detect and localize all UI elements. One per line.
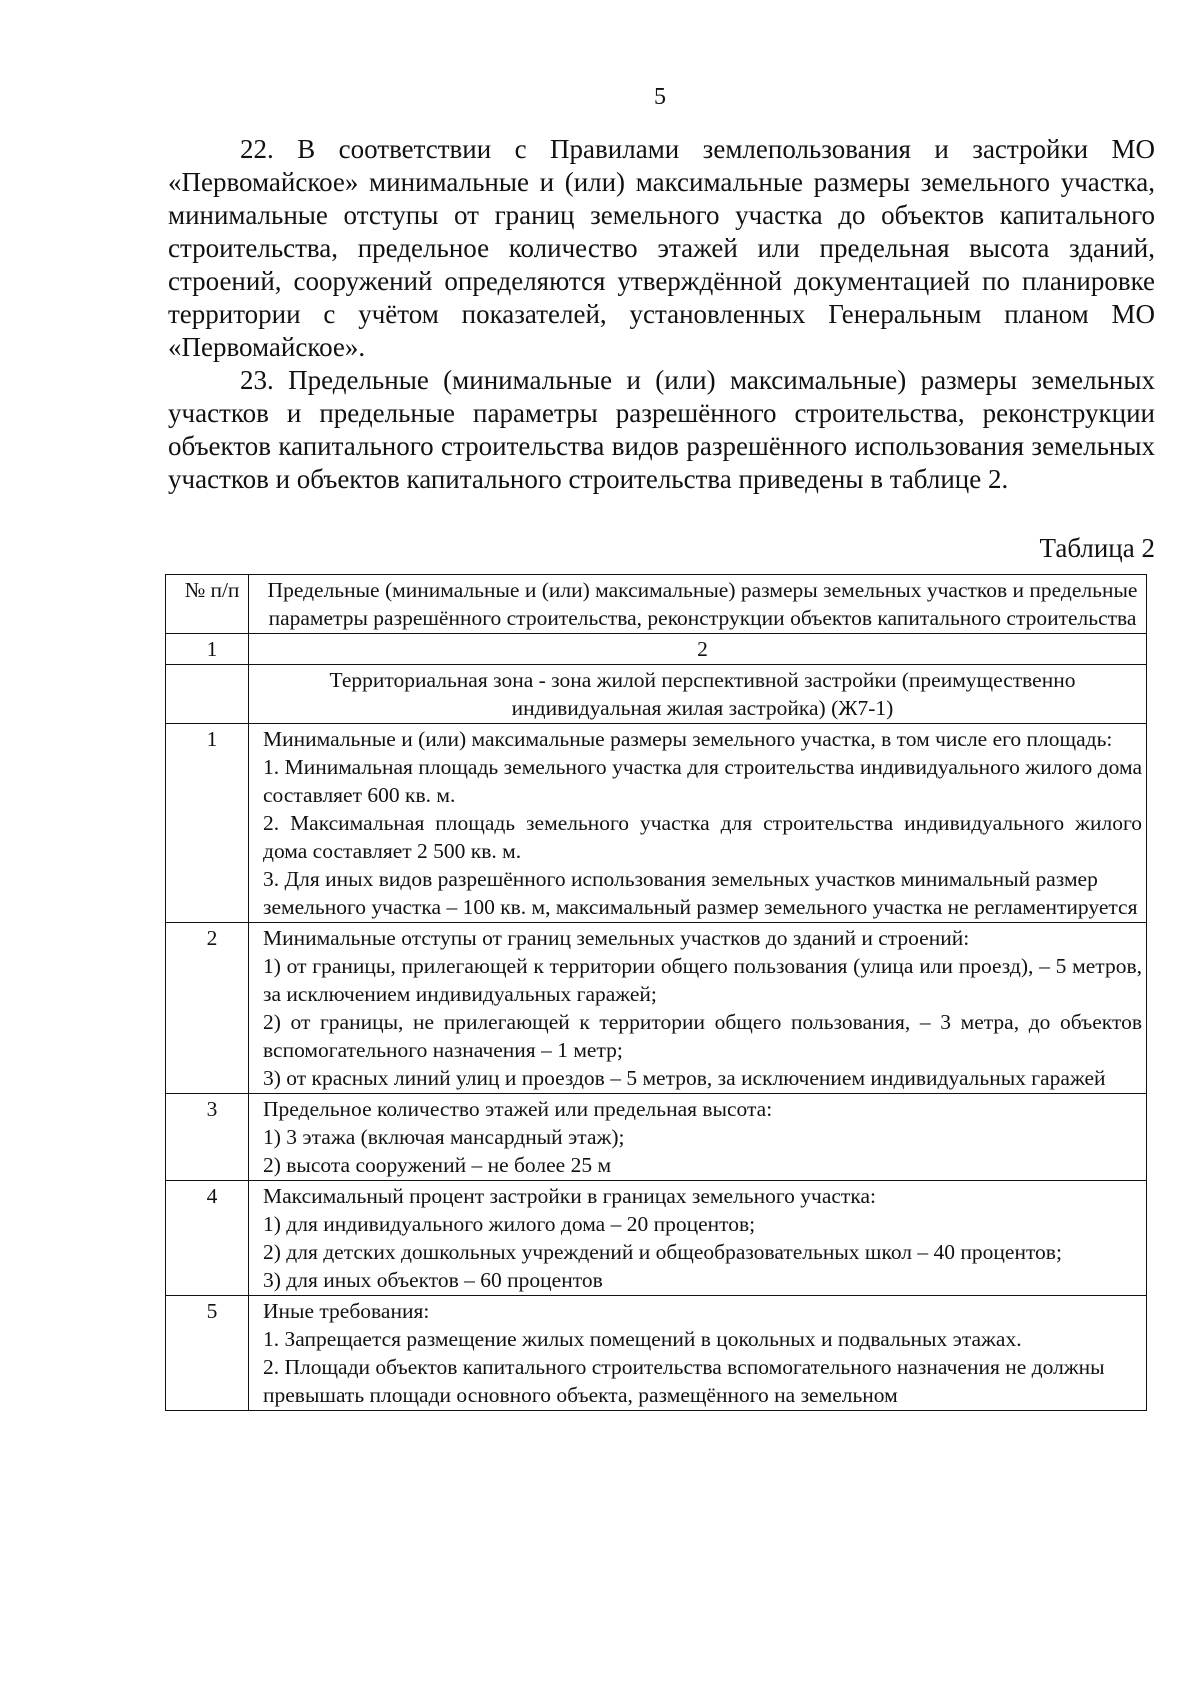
header-title-cell: Предельные (минимальные и (или) максимальные) размеры земельных участков и предельные параметры разрешённого строительства, реконструкции объектов капитального строительства	[249, 575, 1147, 634]
row-line: 1) для индивидуального жилого дома – 20 процентов;	[263, 1212, 756, 1236]
table-row	[166, 1094, 1147, 1181]
column-number-row	[166, 634, 1147, 665]
table-row	[166, 1181, 1147, 1296]
table-row	[166, 923, 1147, 1094]
row-line: Минимальные отступы от границ земельных участков до зданий и строений:	[263, 926, 970, 950]
row-line: 2. Площади объектов капитального строительства вспомогательного назначения не должны превышать площади основного объекта, размещённого на земельном	[263, 1355, 1105, 1407]
row-number: 1	[166, 724, 249, 923]
body-text	[168, 133, 1155, 496]
row-line: 2) для детских дошкольных учреждений и общеобразовательных школ – 40 процентов;	[263, 1240, 1062, 1264]
zone-row	[166, 665, 1147, 724]
row-number: 2	[166, 923, 249, 1094]
row-number: 5	[166, 1296, 249, 1411]
row-content	[249, 1094, 1147, 1181]
row-line: Минимальные и (или) максимальные размеры земельного участка, в том числе его площадь:	[263, 727, 1113, 751]
table-header-row	[166, 575, 1147, 634]
row-line: 1) 3 этажа (включая мансардный этаж);	[263, 1125, 625, 1149]
row-number: 4	[166, 1181, 249, 1296]
row-line: 2) высота сооружений – не более 25 м	[263, 1153, 612, 1177]
row-line: 2) от границы, не прилегающей к территории общего пользования, – 3 метра, до объектов вспомогательного назначения – 1 метр;	[263, 1010, 1142, 1062]
zone-title-cell: Территориальная зона - зона жилой перспективной застройки (преимущественно индивидуальная жилая застройка) (Ж7-1)	[249, 665, 1147, 724]
page-number: 5	[654, 84, 666, 110]
column-number-1: 1	[166, 634, 249, 665]
paragraph-22: 22. В соответствии с Правилами землепользования и застройки МО «Первомайское» минимальные и (или) максимальные размеры земельного участка, минимальные отступы от границ земельного участка до объектов капитального строительства, предельное количество этажей или предельная высота зданий, строений, сооружений определяются утверждённой документацией по планировке территории с учётом показателей, установленных Генеральным планом МО «Первомайское».	[168, 134, 1155, 362]
row-content	[249, 1181, 1147, 1296]
paragraph-23: 23. Предельные (минимальные и (или) максимальные) размеры земельных участков и предельные параметры разрешённого строительства, реконструкции объектов капитального строительства видов разрешённого использования земельных участков и объектов капитального строительства приведены в таблице 2.	[168, 365, 1155, 494]
row-line: 1. Минимальная площадь земельного участка для строительства индивидуального жилого дома составляет 600 кв. м.	[263, 755, 1142, 807]
row-line: 1. Запрещается размещение жилых помещений в цокольных и подвальных этажах.	[263, 1327, 1022, 1351]
zone-num-cell	[166, 665, 249, 724]
column-number-2: 2	[249, 634, 1147, 665]
row-line: Иные требования:	[263, 1299, 430, 1323]
table-caption: Таблица 2	[1039, 533, 1155, 563]
row-content	[249, 1296, 1147, 1411]
limits-table	[165, 574, 1147, 1411]
row-content	[249, 923, 1147, 1094]
row-line: Максимальный процент застройки в границах земельного участка:	[263, 1184, 876, 1208]
row-line: 3) для иных объектов – 60 процентов	[263, 1268, 603, 1292]
row-content	[249, 724, 1147, 923]
row-line: 2. Максимальная площадь земельного участка для строительства индивидуального жилого дома составляет 2 500 кв. м.	[263, 811, 1142, 863]
table-row	[166, 724, 1147, 923]
header-num-cell: № п/п	[166, 575, 249, 634]
table-row	[166, 1296, 1147, 1411]
row-line: 1) от границы, прилегающей к территории общего пользования (улица или проезд), – 5 метров, за исключением индивидуальных гаражей;	[263, 954, 1142, 1006]
row-line: 3) от красных линий улиц и проездов – 5 метров, за исключением индивидуальных гаражей	[263, 1066, 1106, 1090]
row-line: 3. Для иных видов разрешённого использования земельных участков минимальный размер земельного участка – 100 кв. м, максимальный размер земельного участка не регламентируется	[263, 867, 1138, 919]
table-body	[166, 634, 1147, 1411]
row-number: 3	[166, 1094, 249, 1181]
row-line: Предельное количество этажей или предельная высота:	[263, 1097, 773, 1121]
